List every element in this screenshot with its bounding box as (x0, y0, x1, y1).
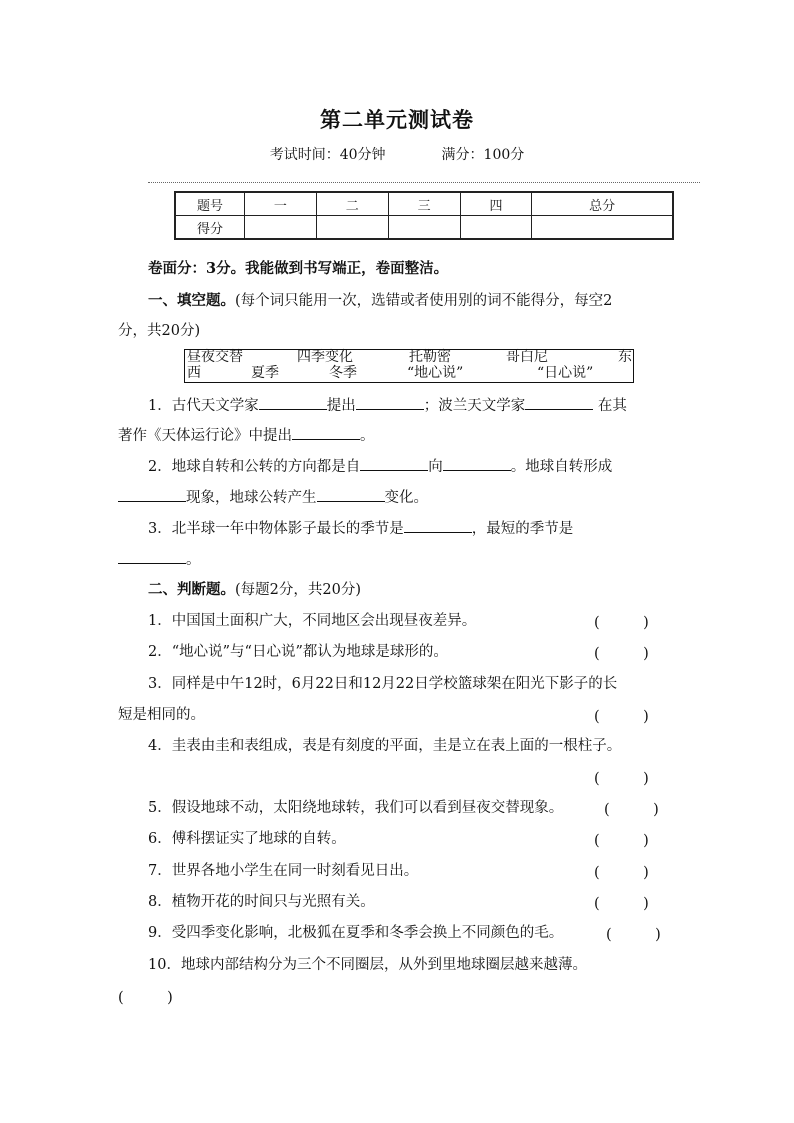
section1-instruction: (每个词只能用一次，选错或者使用别的词不能得分，每空2 (235, 293, 613, 309)
section2-instruction: (每题2分，共20分) (235, 582, 361, 598)
word-bank-item: 冬季 (329, 365, 357, 381)
judge-question-2: 2．“地心说”与“日心说”都认为地球是球形的。 (148, 644, 448, 660)
section1-heading-line (118, 291, 708, 311)
question-text: 1．古代天文学家 (148, 398, 259, 414)
score-table-header: 总分 (532, 192, 673, 216)
question-text: 2．地球自转和公转的方向都是自 (148, 459, 361, 475)
section2-heading-line (118, 580, 708, 600)
word-bank-item: 西 (187, 365, 201, 381)
answer-blank[interactable] (360, 456, 428, 471)
question-text: 3．北半球一年中物体影子最长的季节是 (148, 521, 404, 537)
question-text: 。 (360, 428, 375, 444)
section2-heading: 二、判断题。 (148, 581, 235, 598)
score-cell[interactable] (532, 216, 673, 240)
answer-parentheses[interactable]: ( ) (594, 709, 649, 725)
full-score: 满分：100分 (441, 147, 525, 163)
fill-question-3 (118, 518, 708, 539)
question-text: 向 (428, 459, 443, 475)
judge-question-4: 4．圭表由圭和表组成，表是有刻度的平面，圭是立在表上面的一根柱子。 (148, 738, 622, 754)
section1-instruction-cont: 分，共20分) (118, 323, 201, 339)
section1-heading: 一、填空题。 (148, 292, 235, 309)
fill-question-1-cont (118, 425, 678, 446)
answer-parentheses[interactable]: ( ) (594, 615, 649, 631)
score-cell[interactable] (316, 216, 388, 240)
question-text: 提出 (326, 398, 356, 414)
judge-question-3: 3．同样是中午12时，6月22日和12月22日学校篮球架在阳光下影子的长 (148, 676, 618, 692)
answer-parentheses[interactable]: ( ) (118, 990, 173, 1006)
answer-blank[interactable] (356, 395, 424, 410)
dotted-divider (148, 182, 700, 183)
answer-blank[interactable] (443, 456, 511, 471)
judge-question-3-cont: 短是相同的。 (118, 707, 205, 723)
answer-blank[interactable] (118, 487, 186, 502)
answer-blank[interactable] (525, 395, 593, 410)
word-bank-item: “日心说” (537, 365, 594, 381)
answer-blank[interactable] (118, 549, 186, 564)
exam-info (0, 144, 794, 164)
word-bank-item: 昼夜交替 (187, 349, 243, 365)
judge-question-5: 5．假设地球不动，太阳绕地球转，我们可以看到昼夜交替现象。 (148, 800, 564, 816)
question-text: 在其 (597, 398, 627, 414)
answer-parentheses[interactable]: ( ) (594, 646, 649, 662)
score-table-header: 四 (460, 192, 532, 216)
score-row-label: 得分 (175, 216, 245, 240)
answer-blank[interactable] (317, 487, 385, 502)
score-table-header: 三 (388, 192, 460, 216)
word-bank-item: 夏季 (251, 365, 279, 381)
question-text: ；波兰天文学家 (423, 398, 526, 414)
score-cell[interactable] (460, 216, 532, 240)
question-text: ，最短的季节是 (471, 521, 574, 537)
question-text: 。 (186, 552, 201, 568)
answer-parentheses[interactable]: ( ) (594, 833, 649, 849)
score-table (174, 191, 674, 240)
neatness-note: 卷面分：3分。我能做到书写端正，卷面整洁。 (148, 260, 449, 277)
judge-question-6: 6．傅科摆证实了地球的自转。 (148, 831, 346, 847)
exam-time: 考试时间：40分钟 (269, 147, 386, 163)
word-bank-item: 托勒密 (409, 349, 451, 365)
word-bank-item: 四季变化 (297, 349, 353, 365)
answer-blank[interactable] (259, 395, 327, 410)
judge-question-9: 9．受四季变化影响，北极狐在夏季和冬季会换上不同颜色的毛。 (148, 925, 564, 941)
answer-parentheses[interactable]: ( ) (594, 771, 649, 787)
fill-question-3-cont (118, 549, 678, 570)
score-table-header: 题号 (175, 192, 245, 216)
score-cell[interactable] (245, 216, 317, 240)
fill-question-2 (118, 456, 708, 477)
question-text: 变化。 (384, 490, 428, 506)
judge-question-10: 10．地球内部结构分为三个不同圈层，从外到里地球圈层越来越薄。 (148, 957, 587, 973)
word-bank-item: 东 (618, 349, 632, 365)
judge-question-1: 1．中国国土面积广大，不同地区会出现昼夜差异。 (148, 613, 477, 629)
fill-question-1 (118, 395, 708, 416)
page-title: 第二单元测试卷 (320, 107, 474, 132)
answer-parentheses[interactable]: ( ) (594, 865, 649, 881)
answer-blank[interactable] (404, 518, 472, 533)
answer-parentheses[interactable]: ( ) (606, 927, 661, 943)
question-text: 现象，地球公转产生 (186, 490, 317, 506)
score-cell[interactable] (388, 216, 460, 240)
word-bank (184, 349, 634, 383)
judge-question-7: 7．世界各地小学生在同一时刻看见日出。 (148, 863, 419, 879)
word-bank-item: 哥白尼 (506, 349, 548, 365)
word-bank-item: “地心说” (407, 365, 464, 381)
question-text: 。地球自转形成 (510, 459, 613, 475)
fill-question-2-cont (118, 487, 678, 508)
answer-blank[interactable] (292, 425, 360, 440)
score-table-score-row (175, 216, 673, 240)
score-table-header: 一 (245, 192, 317, 216)
question-text: 著作《天体运行论》中提出 (118, 428, 292, 444)
judge-question-8: 8．植物开花的时间只与光照有关。 (148, 894, 375, 910)
score-table-header: 二 (316, 192, 388, 216)
answer-parentheses[interactable]: ( ) (594, 896, 649, 912)
score-table-header-row (175, 192, 673, 216)
answer-parentheses[interactable]: ( ) (604, 802, 659, 818)
